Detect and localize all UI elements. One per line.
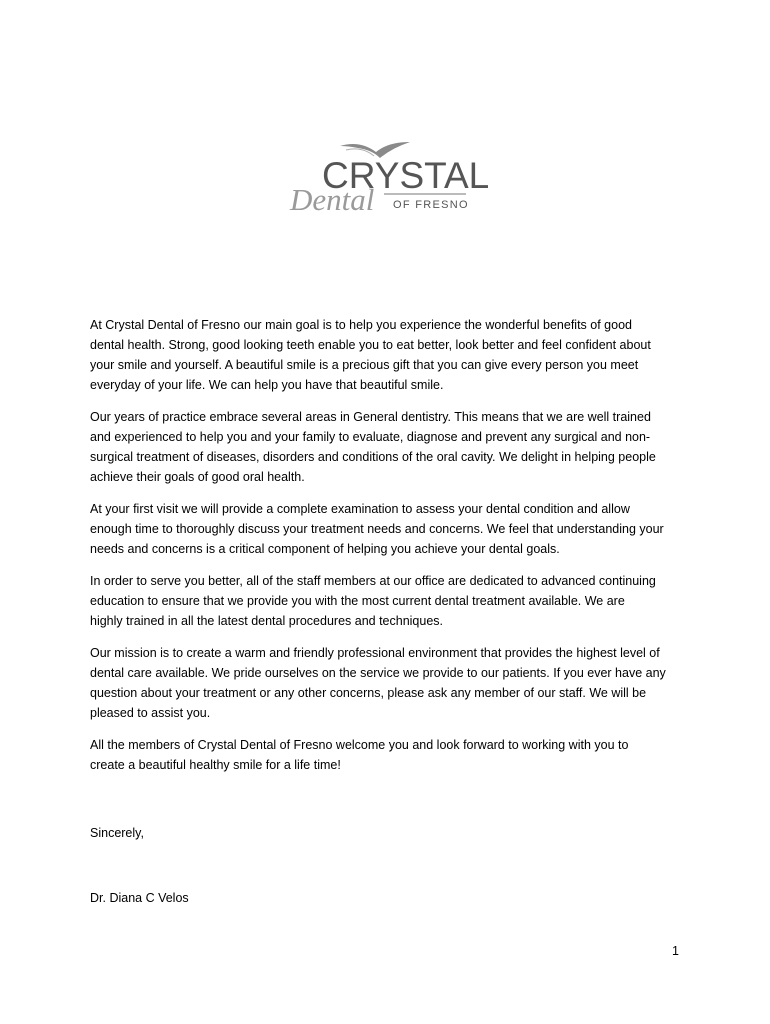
paragraph-line: everyday of your life. We can help you have that beautiful smile. [90,378,444,392]
paragraph [90,407,690,487]
paragraph-line: surgical treatment of diseases, disorders and conditions of the oral cavity. We delight in helping people [90,450,656,464]
paragraph [90,315,690,395]
paragraph [90,643,690,723]
paragraph [90,571,690,631]
paragraph-line: Our mission is to create a warm and friendly professional environment that provides the highest level of [90,646,660,660]
page-number: 1 [672,944,679,958]
logo-brand-text: CRYSTAL [322,155,490,196]
paragraph-line: Our years of practice embrace several areas in General dentistry. This means that we are well trained [90,410,651,424]
paragraph-line: highly trained in all the latest dental procedures and techniques. [90,614,444,628]
paragraph-line: All the members of Crystal Dental of Fresno welcome you and look forward to working with you to [90,738,629,752]
logo-graphic [288,138,490,217]
paragraph-line: dental care available. We pride ourselves on the service we provide to our patients. If you ever have any [90,666,666,680]
paragraph-line: question about your treatment or any other concerns, please ask any member of our staff. We will be [90,686,647,700]
paragraph-line: and experienced to help you and your family to evaluate, diagnose and prevent any surgical and non- [90,430,651,444]
paragraph-line: your smile and yourself. A beautiful smile is a precious gift that you can give every person you meet [90,358,639,372]
paragraph-line: pleased to assist you. [90,706,211,720]
letter-body [90,315,690,787]
signature-name: Dr. Diana C Velos [90,891,189,905]
paragraph-line: In order to serve you better, all of the staff members at our office are dedicated to advanced continuing [90,574,656,588]
paragraph-line: achieve their goals of good oral health. [90,470,305,484]
paragraph [90,735,690,775]
paragraph-line: enough time to thoroughly discuss your treatment needs and concerns. We feel that understanding your [90,522,664,536]
paragraph-line: education to ensure that we provide you with the most current dental treatment available. We are [90,594,625,608]
closing-salutation: Sincerely, [90,826,144,840]
paragraph [90,499,690,559]
paragraph-line: create a beautiful healthy smile for a life time! [90,758,341,772]
paragraph-line: dental health. Strong, good looking teeth enable you to eat better, look better and feel confident about [90,338,651,352]
paragraph-line: needs and concerns is a critical component of helping you achieve your dental goals. [90,542,560,556]
paragraph-line: At your first visit we will provide a complete examination to assess your dental condition and allow [90,502,630,516]
crystal-dental-logo [288,138,490,217]
logo-location-text: OF FRESNO [393,199,469,211]
logo-script-text: Dental [290,182,375,217]
paragraph-line: At Crystal Dental of Fresno our main goal is to help you experience the wonderful benefits of good [90,318,632,332]
